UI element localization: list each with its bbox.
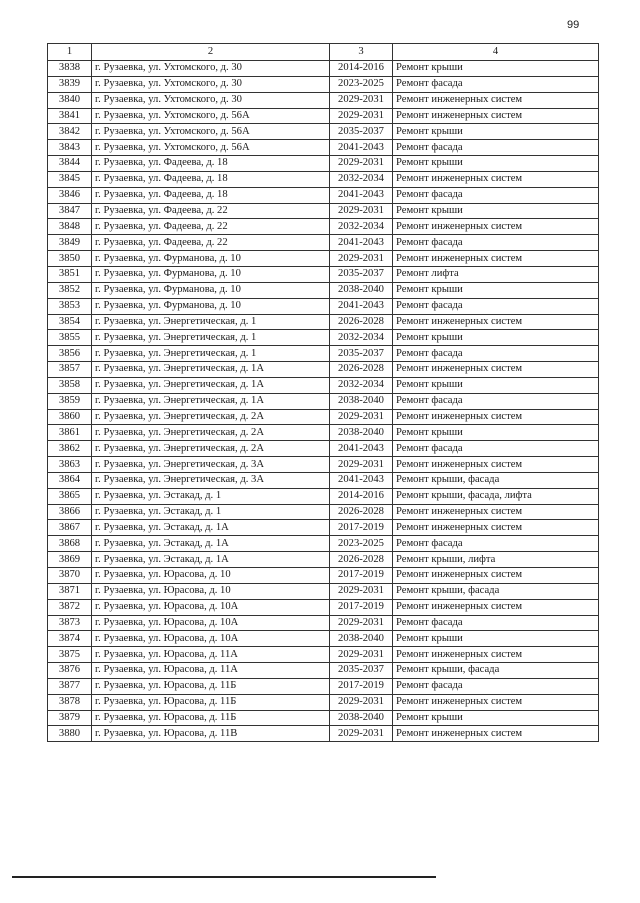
table-row: [48, 156, 599, 172]
table-row: [48, 647, 599, 663]
row-number-cell: 3851: [48, 266, 92, 282]
row-number-cell: 3847: [48, 203, 92, 219]
work-type-cell: Ремонт инженерных систем: [393, 520, 599, 536]
period-cell: 2035-2037: [330, 266, 393, 282]
address-cell: г. Рузаевка, ул. Фадеева, д. 18: [92, 156, 330, 172]
address-cell: г. Рузаевка, ул. Фурманова, д. 10: [92, 251, 330, 267]
address-cell: г. Рузаевка, ул. Ухтомского, д. 30: [92, 61, 330, 77]
row-number-cell: 3845: [48, 171, 92, 187]
period-cell: 2029-2031: [330, 92, 393, 108]
row-number-cell: 3854: [48, 314, 92, 330]
work-type-cell: Ремонт инженерных систем: [393, 171, 599, 187]
work-type-cell: Ремонт инженерных систем: [393, 647, 599, 663]
work-type-cell: Ремонт крыши: [393, 203, 599, 219]
address-cell: г. Рузаевка, ул. Ухтомского, д. 30: [92, 92, 330, 108]
row-number-cell: 3861: [48, 425, 92, 441]
work-type-cell: Ремонт крыши: [393, 425, 599, 441]
period-cell: 2032-2034: [330, 377, 393, 393]
table-row: [48, 710, 599, 726]
period-cell: 2017-2019: [330, 599, 393, 615]
repair-schedule-table: [47, 43, 599, 742]
period-cell: 2029-2031: [330, 156, 393, 172]
period-cell: 2041-2043: [330, 235, 393, 251]
table-row: [48, 663, 599, 679]
address-cell: г. Рузаевка, ул. Энергетическая, д. 1: [92, 330, 330, 346]
address-cell: г. Рузаевка, ул. Юрасова, д. 11Б: [92, 694, 330, 710]
table-body: [48, 61, 599, 742]
row-number-cell: 3839: [48, 76, 92, 92]
table-row: [48, 171, 599, 187]
row-number-cell: 3841: [48, 108, 92, 124]
table-row: [48, 520, 599, 536]
row-number-cell: 3867: [48, 520, 92, 536]
period-cell: 2026-2028: [330, 504, 393, 520]
address-cell: г. Рузаевка, ул. Энергетическая, д. 1: [92, 314, 330, 330]
table-row: [48, 314, 599, 330]
row-number-cell: 3872: [48, 599, 92, 615]
period-cell: 2035-2037: [330, 346, 393, 362]
table-row: [48, 251, 599, 267]
work-type-cell: Ремонт инженерных систем: [393, 726, 599, 742]
address-cell: г. Рузаевка, ул. Энергетическая, д. 1А: [92, 393, 330, 409]
row-number-cell: 3875: [48, 647, 92, 663]
table-row: [48, 726, 599, 742]
address-cell: г. Рузаевка, ул. Юрасова, д. 10: [92, 568, 330, 584]
address-cell: г. Рузаевка, ул. Фурманова, д. 10: [92, 266, 330, 282]
row-number-cell: 3871: [48, 583, 92, 599]
work-type-cell: Ремонт фасада: [393, 140, 599, 156]
table-row: [48, 583, 599, 599]
address-cell: г. Рузаевка, ул. Ухтомского, д. 56А: [92, 108, 330, 124]
period-cell: 2032-2034: [330, 171, 393, 187]
period-cell: 2023-2025: [330, 76, 393, 92]
period-cell: 2035-2037: [330, 663, 393, 679]
row-number-cell: 3840: [48, 92, 92, 108]
work-type-cell: Ремонт фасада: [393, 536, 599, 552]
work-type-cell: Ремонт крыши, лифта: [393, 552, 599, 568]
work-type-cell: Ремонт фасада: [393, 346, 599, 362]
table-header-row: [48, 44, 599, 61]
row-number-cell: 3868: [48, 536, 92, 552]
row-number-cell: 3838: [48, 61, 92, 77]
column-header-period: 3: [330, 44, 393, 61]
table-row: [48, 92, 599, 108]
table-row: [48, 108, 599, 124]
row-number-cell: 3844: [48, 156, 92, 172]
row-number-cell: 3859: [48, 393, 92, 409]
work-type-cell: Ремонт инженерных систем: [393, 251, 599, 267]
period-cell: 2041-2043: [330, 140, 393, 156]
period-cell: 2026-2028: [330, 362, 393, 378]
period-cell: 2017-2019: [330, 678, 393, 694]
period-cell: 2017-2019: [330, 568, 393, 584]
address-cell: г. Рузаевка, ул. Фадеева, д. 18: [92, 171, 330, 187]
address-cell: г. Рузаевка, ул. Юрасова, д. 10А: [92, 615, 330, 631]
work-type-cell: Ремонт фасада: [393, 393, 599, 409]
work-type-cell: Ремонт крыши, фасада: [393, 472, 599, 488]
address-cell: г. Рузаевка, ул. Энергетическая, д. 2А: [92, 441, 330, 457]
table-row: [48, 536, 599, 552]
work-type-cell: Ремонт крыши, фасада: [393, 583, 599, 599]
table-row: [48, 377, 599, 393]
work-type-cell: Ремонт инженерных систем: [393, 92, 599, 108]
row-number-cell: 3876: [48, 663, 92, 679]
period-cell: 2032-2034: [330, 330, 393, 346]
row-number-cell: 3850: [48, 251, 92, 267]
table-row: [48, 425, 599, 441]
work-type-cell: Ремонт крыши: [393, 61, 599, 77]
period-cell: 2026-2028: [330, 552, 393, 568]
address-cell: г. Рузаевка, ул. Энергетическая, д. 1: [92, 346, 330, 362]
table-row: [48, 568, 599, 584]
work-type-cell: Ремонт лифта: [393, 266, 599, 282]
work-type-cell: Ремонт инженерных систем: [393, 314, 599, 330]
address-cell: г. Рузаевка, ул. Эстакад, д. 1: [92, 504, 330, 520]
table-row: [48, 472, 599, 488]
period-cell: 2038-2040: [330, 393, 393, 409]
period-cell: 2041-2043: [330, 187, 393, 203]
row-number-cell: 3855: [48, 330, 92, 346]
table-row: [48, 346, 599, 362]
footer-divider: [12, 876, 436, 878]
work-type-cell: Ремонт крыши: [393, 710, 599, 726]
address-cell: г. Рузаевка, ул. Ухтомского, д. 56А: [92, 140, 330, 156]
work-type-cell: Ремонт крыши: [393, 124, 599, 140]
row-number-cell: 3873: [48, 615, 92, 631]
work-type-cell: Ремонт крыши, фасада: [393, 663, 599, 679]
period-cell: 2029-2031: [330, 694, 393, 710]
period-cell: 2032-2034: [330, 219, 393, 235]
address-cell: г. Рузаевка, ул. Энергетическая, д. 1А: [92, 377, 330, 393]
row-number-cell: 3860: [48, 409, 92, 425]
table-row: [48, 282, 599, 298]
row-number-cell: 3862: [48, 441, 92, 457]
table-row: [48, 457, 599, 473]
period-cell: 2029-2031: [330, 203, 393, 219]
period-cell: 2038-2040: [330, 282, 393, 298]
work-type-cell: Ремонт инженерных систем: [393, 362, 599, 378]
row-number-cell: 3869: [48, 552, 92, 568]
period-cell: 2014-2016: [330, 488, 393, 504]
table-row: [48, 76, 599, 92]
work-type-cell: Ремонт фасада: [393, 76, 599, 92]
row-number-cell: 3877: [48, 678, 92, 694]
row-number-cell: 3874: [48, 631, 92, 647]
table-row: [48, 219, 599, 235]
page-number: 99: [567, 19, 580, 31]
period-cell: 2029-2031: [330, 726, 393, 742]
address-cell: г. Рузаевка, ул. Энергетическая, д. 3А: [92, 457, 330, 473]
work-type-cell: Ремонт фасада: [393, 441, 599, 457]
period-cell: 2029-2031: [330, 647, 393, 663]
period-cell: 2023-2025: [330, 536, 393, 552]
row-number-cell: 3857: [48, 362, 92, 378]
work-type-cell: Ремонт фасада: [393, 298, 599, 314]
table-row: [48, 599, 599, 615]
table-row: [48, 298, 599, 314]
table-row: [48, 235, 599, 251]
address-cell: г. Рузаевка, ул. Юрасова, д. 11Б: [92, 678, 330, 694]
address-cell: г. Рузаевка, ул. Эстакад, д. 1: [92, 488, 330, 504]
address-cell: г. Рузаевка, ул. Фурманова, д. 10: [92, 298, 330, 314]
table-row: [48, 266, 599, 282]
row-number-cell: 3880: [48, 726, 92, 742]
period-cell: 2035-2037: [330, 124, 393, 140]
address-cell: г. Рузаевка, ул. Юрасова, д. 10А: [92, 631, 330, 647]
row-number-cell: 3853: [48, 298, 92, 314]
address-cell: г. Рузаевка, ул. Юрасова, д. 11А: [92, 647, 330, 663]
table-row: [48, 678, 599, 694]
period-cell: 2029-2031: [330, 108, 393, 124]
table-row: [48, 124, 599, 140]
work-type-cell: Ремонт инженерных систем: [393, 108, 599, 124]
work-type-cell: Ремонт инженерных систем: [393, 568, 599, 584]
row-number-cell: 3846: [48, 187, 92, 203]
row-number-cell: 3852: [48, 282, 92, 298]
address-cell: г. Рузаевка, ул. Эстакад, д. 1А: [92, 536, 330, 552]
period-cell: 2041-2043: [330, 472, 393, 488]
row-number-cell: 3866: [48, 504, 92, 520]
work-type-cell: Ремонт инженерных систем: [393, 504, 599, 520]
period-cell: 2041-2043: [330, 441, 393, 457]
table-row: [48, 694, 599, 710]
period-cell: 2014-2016: [330, 61, 393, 77]
work-type-cell: Ремонт фасада: [393, 678, 599, 694]
address-cell: г. Рузаевка, ул. Юрасова, д. 10: [92, 583, 330, 599]
work-type-cell: Ремонт инженерных систем: [393, 694, 599, 710]
row-number-cell: 3863: [48, 457, 92, 473]
table-row: [48, 615, 599, 631]
row-number-cell: 3878: [48, 694, 92, 710]
work-type-cell: Ремонт крыши: [393, 330, 599, 346]
address-cell: г. Рузаевка, ул. Эстакад, д. 1А: [92, 520, 330, 536]
address-cell: г. Рузаевка, ул. Юрасова, д. 11А: [92, 663, 330, 679]
period-cell: 2029-2031: [330, 409, 393, 425]
table-row: [48, 61, 599, 77]
address-cell: г. Рузаевка, ул. Фадеева, д. 22: [92, 219, 330, 235]
table-row: [48, 330, 599, 346]
period-cell: 2038-2040: [330, 631, 393, 647]
address-cell: г. Рузаевка, ул. Ухтомского, д. 30: [92, 76, 330, 92]
address-cell: г. Рузаевка, ул. Фадеева, д. 18: [92, 187, 330, 203]
work-type-cell: Ремонт крыши, фасада, лифта: [393, 488, 599, 504]
period-cell: 2029-2031: [330, 615, 393, 631]
column-header-number: 1: [48, 44, 92, 61]
row-number-cell: 3865: [48, 488, 92, 504]
work-type-cell: Ремонт крыши: [393, 156, 599, 172]
address-cell: г. Рузаевка, ул. Фурманова, д. 10: [92, 282, 330, 298]
address-cell: г. Рузаевка, ул. Юрасова, д. 10А: [92, 599, 330, 615]
work-type-cell: Ремонт фасада: [393, 615, 599, 631]
address-cell: г. Рузаевка, ул. Энергетическая, д. 3А: [92, 472, 330, 488]
table-row: [48, 393, 599, 409]
work-type-cell: Ремонт крыши: [393, 377, 599, 393]
row-number-cell: 3842: [48, 124, 92, 140]
table-row: [48, 140, 599, 156]
period-cell: 2029-2031: [330, 251, 393, 267]
period-cell: 2038-2040: [330, 425, 393, 441]
work-type-cell: Ремонт инженерных систем: [393, 599, 599, 615]
row-number-cell: 3856: [48, 346, 92, 362]
work-type-cell: Ремонт фасада: [393, 235, 599, 251]
row-number-cell: 3879: [48, 710, 92, 726]
row-number-cell: 3849: [48, 235, 92, 251]
address-cell: г. Рузаевка, ул. Энергетическая, д. 1А: [92, 362, 330, 378]
table-row: [48, 409, 599, 425]
period-cell: 2029-2031: [330, 583, 393, 599]
work-type-cell: Ремонт крыши: [393, 631, 599, 647]
row-number-cell: 3858: [48, 377, 92, 393]
row-number-cell: 3848: [48, 219, 92, 235]
work-type-cell: Ремонт крыши: [393, 282, 599, 298]
work-type-cell: Ремонт инженерных систем: [393, 457, 599, 473]
table-row: [48, 441, 599, 457]
work-type-cell: Ремонт инженерных систем: [393, 219, 599, 235]
column-header-work-type: 4: [393, 44, 599, 61]
address-cell: г. Рузаевка, ул. Фадеева, д. 22: [92, 203, 330, 219]
address-cell: г. Рузаевка, ул. Юрасова, д. 11Б: [92, 710, 330, 726]
work-type-cell: Ремонт фасада: [393, 187, 599, 203]
table-row: [48, 631, 599, 647]
address-cell: г. Рузаевка, ул. Ухтомского, д. 56А: [92, 124, 330, 140]
period-cell: 2017-2019: [330, 520, 393, 536]
address-cell: г. Рузаевка, ул. Эстакад, д. 1А: [92, 552, 330, 568]
address-cell: г. Рузаевка, ул. Энергетическая, д. 2А: [92, 409, 330, 425]
table-row: [48, 488, 599, 504]
period-cell: 2026-2028: [330, 314, 393, 330]
table-row: [48, 362, 599, 378]
work-type-cell: Ремонт инженерных систем: [393, 409, 599, 425]
table-row: [48, 187, 599, 203]
address-cell: г. Рузаевка, ул. Юрасова, д. 11В: [92, 726, 330, 742]
period-cell: 2041-2043: [330, 298, 393, 314]
address-cell: г. Рузаевка, ул. Фадеева, д. 22: [92, 235, 330, 251]
table-row: [48, 552, 599, 568]
row-number-cell: 3843: [48, 140, 92, 156]
row-number-cell: 3864: [48, 472, 92, 488]
period-cell: 2038-2040: [330, 710, 393, 726]
table-row: [48, 504, 599, 520]
column-header-address: 2: [92, 44, 330, 61]
table-row: [48, 203, 599, 219]
address-cell: г. Рузаевка, ул. Энергетическая, д. 2А: [92, 425, 330, 441]
row-number-cell: 3870: [48, 568, 92, 584]
period-cell: 2029-2031: [330, 457, 393, 473]
